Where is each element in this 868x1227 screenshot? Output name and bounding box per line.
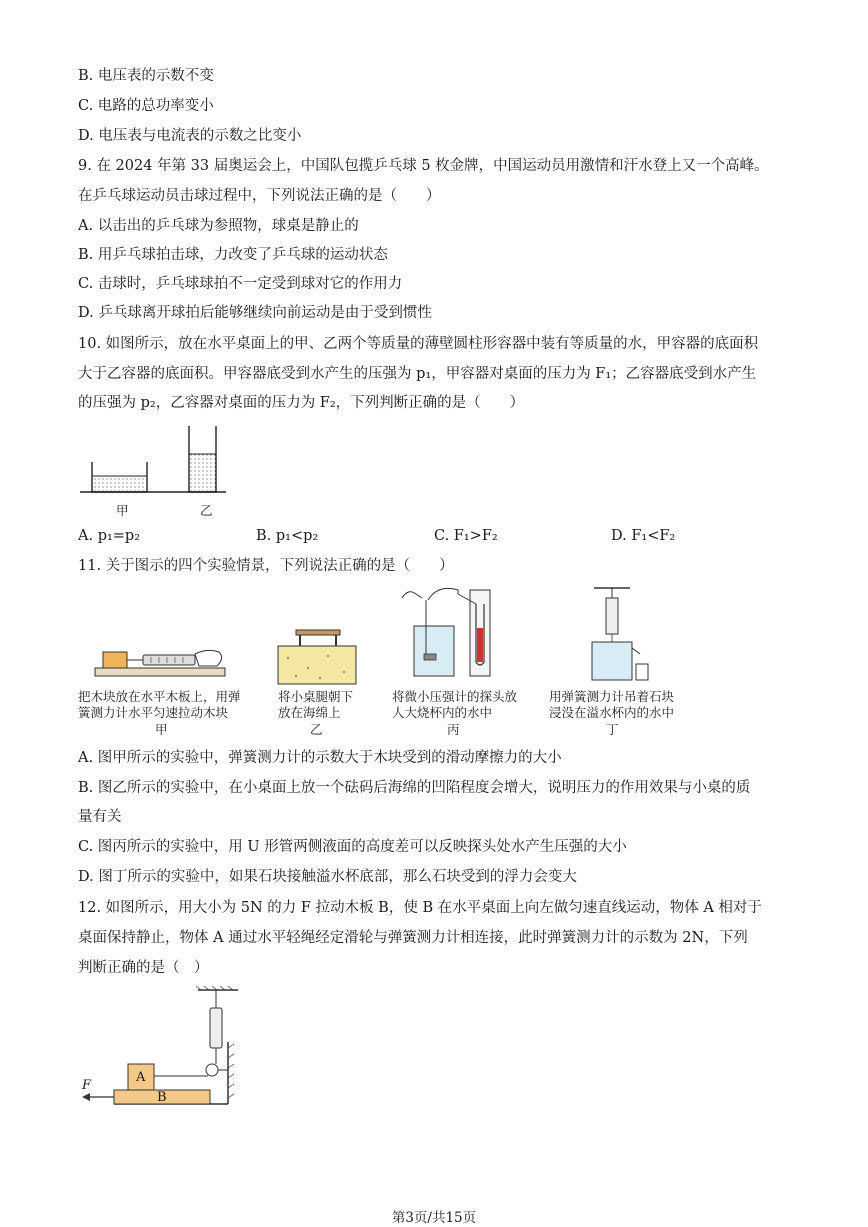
q10-stem-line2: 大于乙容器的底面积。甲容器底受到水产生的压强为 p₁，甲容器对桌面的压力为 F₁；乙容器底受到水产生 (78, 366, 757, 382)
q12-stem-line2: 桌面保持静止，物体 A 通过水平轻绳经定滑轮与弹簧测力计相连接，此时弹簧测力计的示数为 2N，下列 (78, 930, 748, 946)
q11-label-ding: 丁 (606, 722, 619, 737)
q11-option-a: A. 图甲所示的实验中，弹簧测力计的示数大于木块受到的滑动摩擦力的大小 (78, 750, 562, 766)
q9-option-b: B. 用乒乓球拍击球，力改变了乒乓球的运动状态 (78, 247, 388, 263)
q11-bing-caption-line2: 人大烧杯内的水中 (392, 705, 493, 720)
q9-option-d: D. 乒乓球离开球拍后能够继续向前运动是由于受到惯性 (78, 305, 432, 321)
q10-option-c: C. F₁>F₂ (434, 528, 498, 544)
page-number: 第3页/共15页 (391, 1210, 477, 1226)
q10-option-a: A. p₁=p₂ (78, 528, 141, 544)
q10-label-jia: 甲 (116, 503, 129, 518)
q8-option-d: D. 电压表与电流表的示数之比变小 (78, 128, 302, 144)
q9-option-c: C. 击球时，乒乓球球拍不一定受到球对它的作用力 (78, 276, 403, 292)
q9-option-a: A. 以击出的乒乓球为参照物，球桌是静止的 (78, 218, 359, 234)
q11-figure-bing (398, 584, 508, 684)
q11-jia-caption-line2: 簧测力计水平匀速拉动木块 (78, 705, 229, 720)
q12-label-f: F (82, 1078, 92, 1093)
q11-option-b-line2: 量有关 (78, 809, 122, 825)
q8-option-b: B. 电压表的示数不变 (78, 68, 214, 84)
q10-option-b: B. p₁<p₂ (256, 528, 319, 544)
q11-ding-caption-line1: 用弹簧测力计吊着石块 (549, 689, 675, 704)
q11-stem: 11. 关于图示的四个实验情景，下列说法正确的是（ ） (78, 558, 454, 574)
q12-stem-line1: 12. 如图所示，用大小为 5N 的力 F 拉动木板 B，使 B 在水平桌面上向左做匀速直线运动，物体 A 相对于 (78, 900, 762, 916)
q11-figure-yi (278, 628, 358, 688)
q11-yi-caption-line2: 放在海绵上 (278, 705, 341, 720)
q11-label-yi: 乙 (310, 722, 323, 737)
q10-stem-line3: 的压强为 p₂，乙容器对桌面的压力为 F₂，下列判断正确的是（ ） (78, 395, 525, 411)
q12-stem-line3: 判断正确的是（ ） (78, 960, 209, 976)
q11-jia-caption-line1: 把木块放在水平木板上，用弹 (78, 689, 241, 704)
q11-figure-ding (584, 584, 654, 684)
q11-label-bing: 丙 (447, 722, 460, 737)
q9-stem-line1: 9. 在 2024 年第 33 届奥运会上，中国队包揽乒乓球 5 枚金牌，中国运动员用激情和汗水登上又一个高峰。 (78, 158, 769, 174)
q10-label-yi: 乙 (200, 503, 213, 518)
q12-label-a: A (136, 1070, 146, 1085)
q10-containers-figure (78, 422, 238, 522)
q12-label-b: B (157, 1090, 167, 1105)
q10-stem-line1: 10. 如图所示，放在水平桌面上的甲、乙两个等质量的薄壁圆柱形容器中装有等质量的水，甲容器的底面积 (78, 336, 759, 352)
q11-option-b-line1: B. 图乙所示的实验中，在小桌面上放一个砝码后海绵的凹陷程度会增大，说明压力的作用效果与小桌的质 (78, 780, 751, 796)
q11-ding-caption-line2: 浸没在溢水杯内的水中 (549, 705, 675, 720)
q11-label-jia: 甲 (155, 722, 168, 737)
q10-option-d: D. F₁<F₂ (611, 528, 676, 544)
q9-stem-line2: 在乒乓球运动员击球过程中，下列说法正确的是（ ） (78, 188, 441, 204)
q8-option-c: C. 电路的总功率变小 (78, 98, 214, 114)
q11-option-c: C. 图丙所示的实验中，用 U 形管两侧液面的高度差可以反映探头处水产生压强的大小 (78, 839, 627, 855)
q11-option-d: D. 图丁所示的实验中，如果石块接触溢水杯底部，那么石块受到的浮力会变大 (78, 869, 577, 885)
q11-figure-jia (95, 646, 235, 686)
q10-options (78, 528, 798, 548)
q11-yi-caption-line1: 将小桌腿朝下 (278, 689, 354, 704)
q11-bing-caption-line1: 将微小压强计的探头放 (392, 689, 518, 704)
